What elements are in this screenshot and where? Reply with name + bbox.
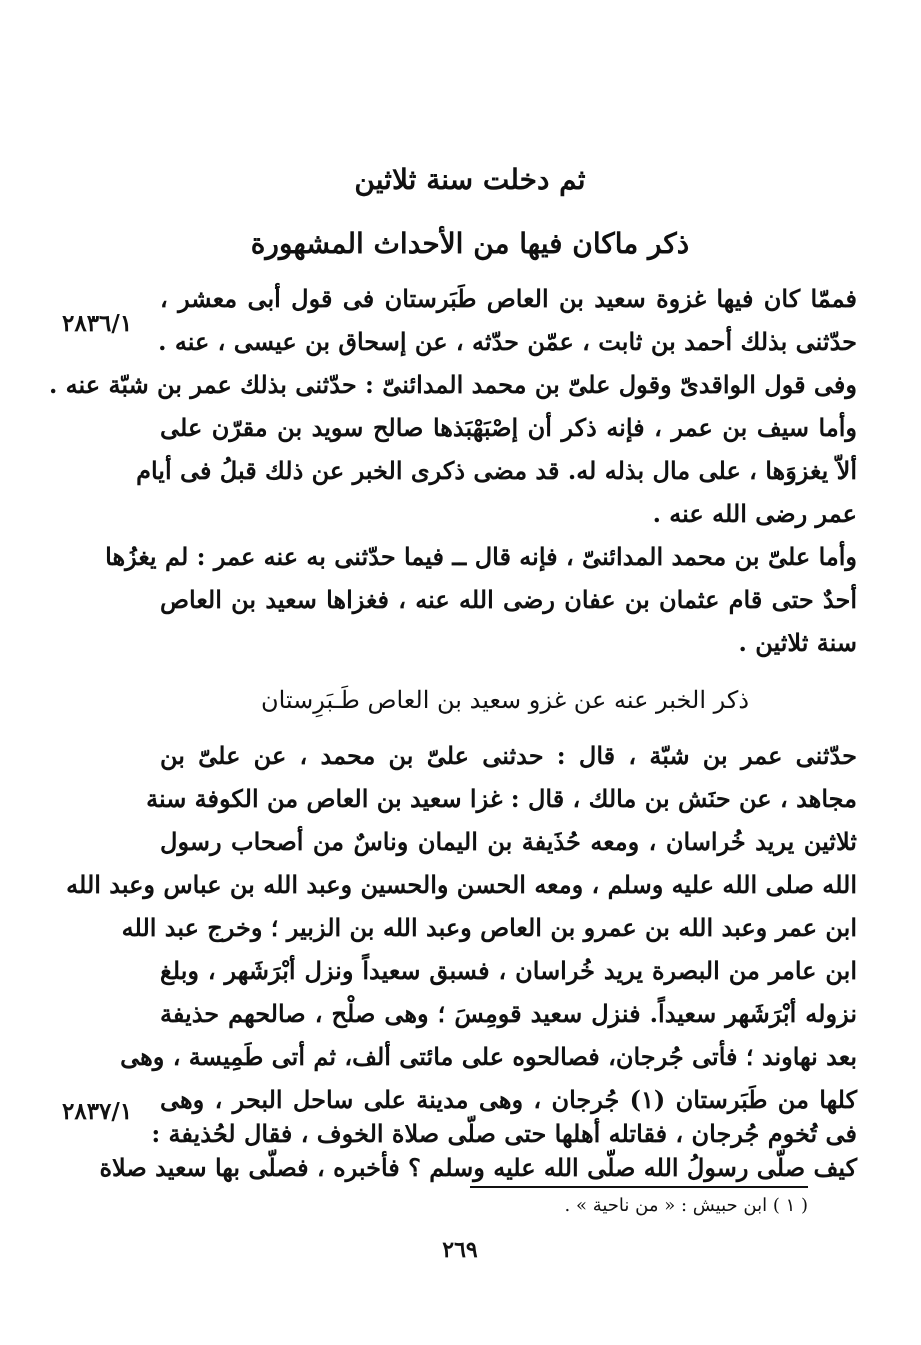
margin-reference: ٢٨٣٧/١ bbox=[62, 1098, 133, 1125]
text-line: وأما علىّ بن محمد المدائنىّ ، فإنه قال ــ فيما حدّثنى به عنه عمر : لم يغزُها bbox=[105, 542, 857, 571]
footnote: ( ١ ) ابن حبيش : « من ناحية » . bbox=[564, 1195, 808, 1216]
text-line: وأما سيف بن عمر ، فإنه ذكر أن إصْبَهْبَذها صالح سويد بن مقرّن على bbox=[160, 413, 857, 442]
text-line: عمر رضى الله عنه . bbox=[652, 499, 857, 528]
footnote-divider bbox=[470, 1186, 808, 1188]
text-line: حدّثنى بذلك أحمد بن ثابت ، عمّن حدّثه ، عن إسحاق بن عيسى ، عنه . bbox=[158, 327, 857, 356]
text-line: حدّثنى عمر بن شبّة ، قال : حدثنى علىّ بن محمد ، عن علىّ بن bbox=[160, 741, 857, 770]
text-line: ثلاثين يريد خُراسان ، ومعه حُذَيفة بن اليمان وناسٌ من أصحاب رسول bbox=[160, 827, 857, 856]
text-line: كلها من طَبَرستان (١) جُرجان ، وهى مدينة على ساحل البحر ، وهى bbox=[160, 1085, 857, 1114]
section-title: ذكر ماكان فيها من الأحداث المشهورة bbox=[250, 227, 690, 260]
text-line: وفى قول الواقدىّ وقول علىّ بن محمد المدائنىّ : حدّثنى بذلك عمر بن شبّة عنه . bbox=[48, 370, 857, 399]
text-line: ابن عمر وعبد الله بن عمرو بن العاص وعبد الله بن الزبير ؛ وخرج عبد الله bbox=[121, 913, 857, 942]
year-title: ثم دخلت سنة ثلاثين bbox=[354, 163, 586, 196]
page-number: ٢٦٩ bbox=[442, 1237, 478, 1263]
text-line: كيف صلّى رسولُ الله صلّى الله عليه وسلم ؟ فأخبره ، فصلّى بها سعيد صلاة bbox=[99, 1153, 857, 1182]
text-line: ابن عامر من البصرة يريد خُراسان ، فسبق سعيداً ونزل أبْرَشَهر ، وبلغ bbox=[160, 956, 857, 985]
text-line: ألاّ يغزوَها ، على مال بذله له. قد مضى ذكرى الخبر عن ذلك قبلُ فى أيام bbox=[136, 456, 857, 485]
text-line: سنة ثلاثين . bbox=[738, 628, 857, 657]
text-line: فممّا كان فيها غزوة سعيد بن العاص طَبَرستان فى قول أبى معشر ، bbox=[160, 284, 857, 313]
text-line: فى تُخوم جُرجان ، فقاتله أهلها حتى صلّى صلاة الخوف ، فقال لحُذيفة : bbox=[151, 1119, 857, 1148]
text-line: بعد نهاوند ؛ فأتى جُرجان، فصالحوه على مائتى ألف، ثم أتى طَمِيسة ، وهى bbox=[120, 1042, 857, 1071]
text-line: مجاهد ، عن حنَش بن مالك ، قال : غزا سعيد بن العاص من الكوفة سنة bbox=[146, 784, 857, 813]
subsection-title: ذكر الخبر عنه عن غزو سعيد بن العاص طَـبَرِستان bbox=[260, 686, 749, 714]
text-line: أحدٌ حتى قام عثمان بن عفان رضى الله عنه ، فغزاها سعيد بن العاص bbox=[160, 585, 857, 614]
text-line: نزوله أبْرَشَهر سعيداً. فنزل سعيد قومِسَ ؛ وهى صلْح ، صالحهم حذيفة bbox=[160, 999, 857, 1028]
text-line: الله صلى الله عليه وسلم ، ومعه الحسن والحسين وعبد الله بن عباس وعبد الله bbox=[66, 870, 857, 899]
margin-reference: ٢٨٣٦/١ bbox=[62, 310, 133, 337]
